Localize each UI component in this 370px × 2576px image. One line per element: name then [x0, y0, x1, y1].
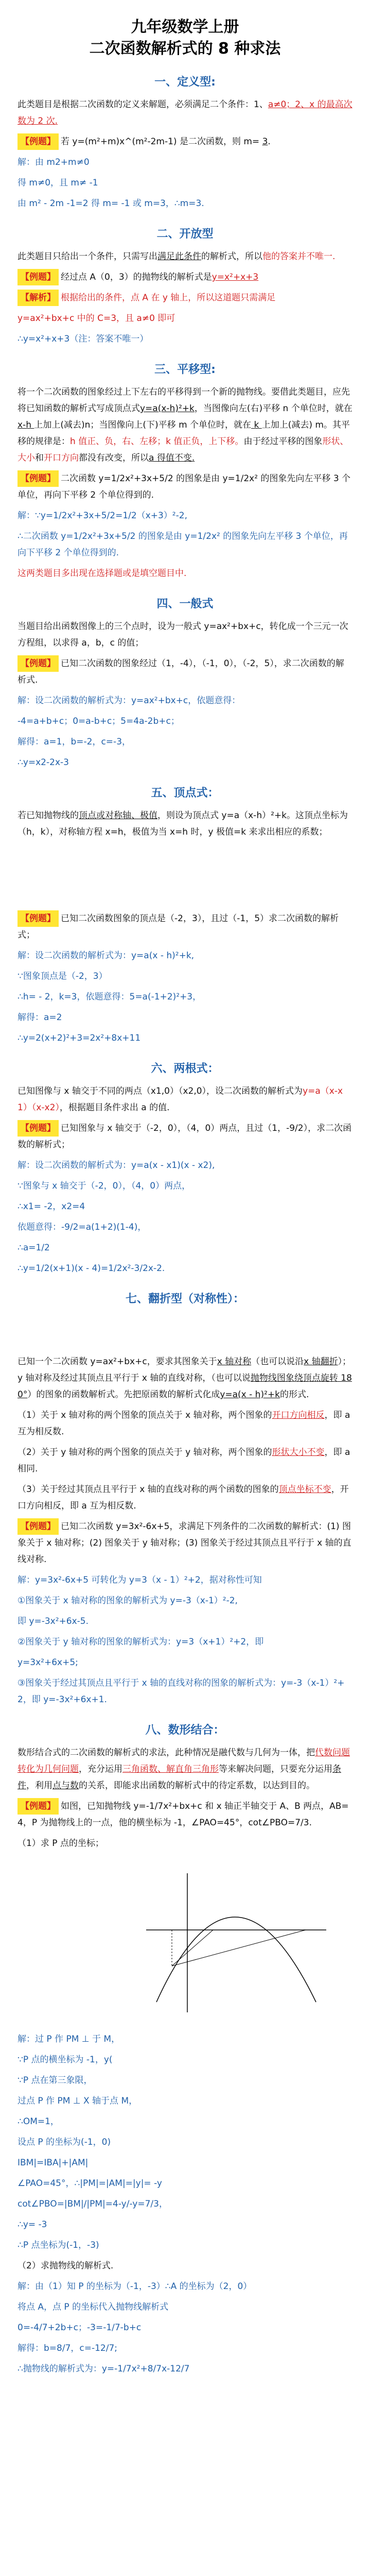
text: （也可以说沿 [251, 1357, 304, 1367]
text-underline: 点与数 [52, 1781, 79, 1791]
example: 【例题】 若 y=(m²+m)x^(m²-2m-1) 是二次函数，则 m= 3. [17, 133, 353, 150]
text: ，即 a 相同. [17, 1447, 350, 1474]
text: 若已知抛物线的 [17, 810, 79, 821]
paragraph [17, 1744, 353, 1794]
text-underline: 抛物线图象绕顶点旋转 180° [17, 1373, 352, 1400]
text-highlight: a≠0；2、x 的最高次数为 2 次. [17, 99, 353, 126]
text: 由于经过平移的图象 [243, 436, 323, 447]
solution-line: ∴y= -3 [17, 2219, 47, 2230]
example [17, 1798, 353, 1831]
text: ，则设为顶点式 y=a（x-h）²+k。这顶点坐标为（h，k），对称轴方程 x=h，极值为当 x=h 时，y 极值=k 来求出相应的系数； [17, 810, 348, 837]
analysis-text: 根据给出的条件，点 A 在 y 轴上，所以这道题只需满足 [61, 293, 276, 303]
example-tag: 【例题】 [17, 133, 59, 150]
text: （3）关于经过其顶点且平行于 x 轴的直线对称的两个函数的图象的 [17, 1484, 279, 1495]
solution-line: 解得：b=8/7，c=-12/7; [17, 2343, 118, 2353]
text: 的解析式，所以 [201, 251, 262, 262]
text-highlight: 代数问题转化为几何问题 [17, 1748, 350, 1774]
text-underline: k [251, 420, 262, 430]
paragraph [17, 807, 353, 840]
text-underline: 满足此条件 [157, 251, 201, 262]
formula: y=a(x-h)²+k [140, 403, 195, 414]
text: ）；y 轴对称及经过其顶点且平行于 x 轴的直线对称，（也可以说 [17, 1357, 351, 1383]
solution-line: ∴二次函数 y=1/2x²+3x+5/2 的图象是由 y=1/2x² 的图象先向左平移 3 个单位，再向下平移 2 个单位得到的. [17, 531, 348, 558]
text: 数形结合式的二次函数的解析式的求法，此种情况是融代数与几何为一体，把 [17, 1748, 315, 1758]
answer: y=x²+x+3 [212, 272, 259, 282]
solution-line: ∵P 点在第三象限， [17, 2075, 93, 2086]
paragraph [17, 248, 353, 265]
text: ，开口方向相反，即 a 互为相反数. [17, 1484, 349, 1511]
solution-line: ①图象关于 x 轴对称的图象的解析式为 y=-3（x-1）²-2, [17, 1596, 238, 1606]
solution-line: ∴h= - 2，k=3，依题意得：5=a(-1+2)²+3， [17, 992, 202, 1002]
section-heading: 二、开放型 [156, 228, 214, 241]
solution-line: -4=a+b+c；0=a-b+c；5=4a-2b+c； [17, 716, 180, 726]
text-highlight: 开口方向相反 [272, 1410, 325, 1420]
text: ，即 a 互为相反数. [17, 1410, 350, 1437]
paragraph [17, 96, 353, 129]
solution-line: 解：∵y=1/2x²+3x+5/2=1/2（x+3）²-2, [17, 511, 187, 521]
text: 此类题目只给出一个条件，只需写出 [17, 251, 157, 262]
text: 将一个二次函数的图象经过上下左右的平移得到一个新的抛物线。要借此类题目，应先将已知函数的解析式写成顶点式 [17, 387, 350, 414]
text-underline: x 轴对称 [217, 1357, 252, 1367]
solution-line: ∴抛物线的解析式为：y=-1/7x²+8/7x-12/7 [17, 2364, 190, 2374]
solution-line: 解：由（1）知 P 的坐标为（-1，-3）∴A 的坐标为（2，0） [17, 2281, 252, 2292]
example-tag: 【例题】 [17, 1798, 59, 1815]
example [17, 910, 353, 943]
solution-line: ②图象关于 y 轴对称的图象的解析式为：y=3（x+1）²+2，即 [17, 1637, 264, 1647]
text-underline: 顶点或对称轴、极值 [79, 810, 157, 821]
text: ，充分运用 [79, 1764, 122, 1774]
text: 等来解决问题，只要充分运用 [219, 1764, 332, 1774]
section-translation [17, 361, 353, 582]
parabola-figure [17, 1863, 337, 2018]
text-underline: 条件 [17, 1764, 341, 1791]
solution-line: ∵图象顶点是（-2，3） [17, 971, 108, 981]
solution-line: ∴x1= -2，x2=4 [17, 1201, 85, 1212]
text: 的形式. [280, 1389, 309, 1400]
solution-line: 解：设二次函数的解析式为：y=a(x - x1)(x - x2), [17, 1160, 215, 1171]
section-heading: 六、两根式： [151, 1062, 219, 1075]
solution-line: ∴y=x2-2x-3 [17, 757, 69, 768]
text: 此类题目是根据二次函数的定义来解题，必须满足二个条件：1、 [17, 99, 268, 110]
solution-line: 0=-4/7+2b+c；-3=-1/7-b+c [17, 2323, 142, 2333]
section-heading: 八、数形结合： [145, 1724, 225, 1737]
example-tag: 【例题】 [17, 269, 59, 285]
solution-line: 将点 A，点 P 的坐标代入抛物线解析式 [17, 2302, 169, 2312]
section-number-shape [17, 1721, 353, 2377]
section-two-roots [17, 1060, 353, 1277]
solution-line: ∴y=1/2(x+1)(x - 4)=1/2x²-3/2x-2. [17, 1263, 165, 1274]
formula: y=a(x - h)²+k [220, 1389, 280, 1400]
text: 的关系，即能求出函数的解析式中的待定系数，以达到目的。 [79, 1781, 315, 1791]
example-text: 二次函数 y=1/2x²+3x+5/2 的图象是由 y=1/2x² 的图象先向左平移 3 个单位，再向下平移 2 个单位得到的. [17, 473, 351, 500]
solution-line: ∴y=2(x+2)²+3=2x²+8x+11 [17, 1033, 141, 1043]
example [17, 269, 353, 285]
title-line-2: 二次函数解析式的 8 种求法 [89, 40, 281, 58]
rule [17, 1444, 353, 1477]
paragraph [17, 384, 353, 466]
text: 都没有改变，所以 [79, 453, 149, 463]
section-heading: 五、顶点式： [151, 787, 219, 800]
section-heading: 一、定义型: [154, 76, 216, 89]
solution-line: 解：过 P 作 PM ⊥ 于 M， [17, 2034, 120, 2044]
text: 已知图像与 x 轴交于不同的两点（x1,0）（x2,0），设二次函数的解析式为 [17, 1086, 303, 1096]
example [17, 1120, 353, 1153]
section-heading: 七、翻折型（对称性）： [125, 1293, 244, 1306]
text-underline: a 得值不变. [149, 453, 195, 463]
example-tag: 【例题】 [17, 470, 59, 487]
solution-line: 由 m² - 2m -1=2 得 m= -1 或 m=3，∴m=3. [17, 198, 204, 209]
example-text: 如图，已知抛物线 y=-1/7x²+bx+c 和 x 轴正半轴交于 A、B 两点，AB=4，P 为抛物线上的一点，他的横坐标为 -1，∠PAO=45°，cot∠PBO=7/3. [17, 1801, 349, 1828]
example-text: 已知二次函数图象的顶点是（-2，3），且过（-1，5）求二次函数的解析式； [17, 913, 339, 940]
document-title [17, 16, 353, 60]
solution-line: 解：由 m2+m≠0 [17, 157, 90, 167]
solution-line: 解：设二次函数的解析式为：y=ax²+bx+c，依题意得： [17, 696, 241, 706]
solution-line: ③图象关于经过其顶点且平行于 x 轴的直线对称的图象的解析式为：y=-3（x-1）²+2，即 y=-3x²+6x+1. [17, 1678, 345, 1705]
note: 这两类题目多出现在选择题或是填空题目中. [17, 568, 187, 579]
text-highlight: h 值正、负，右、左移；k 值正负，上下移。 [70, 436, 244, 447]
solution-line: 即 y=-3x²+6x-5. [17, 1616, 89, 1626]
example-text: 经过点 A（0，3）的抛物线的解析式是 [61, 272, 212, 282]
section-definition [17, 73, 353, 212]
example-tag: 【例题】 [17, 1120, 59, 1137]
solution-line: ∵图象与 x 轴交于（-2，0），（4，0）两点， [17, 1181, 191, 1191]
example-text: 已知二次函数的图象经过（1，-4），（-1，0），（-2，5），求二次函数的解析式. [17, 658, 344, 685]
text: ，当图像向左(右)平移 n 个单位时，就在 [194, 403, 353, 414]
question: （2）求抛物线的解析式. [17, 2261, 114, 2271]
rule [17, 1481, 353, 1514]
example-text: 已知二次函数 y=3x²-6x+5，求满足下列条件的二次函数的解析式：(1) 图象关于 x 轴对称；(2) 图象关于 y 轴对称；(3) 图象关于经过其顶点且平行于 x 轴的直线对称. [17, 1521, 351, 1565]
analysis-tag: 【解析】 [17, 290, 59, 306]
formula: y=a（x-x1）（x-x2） [17, 1086, 343, 1113]
example-text: 若 y=(m²+m)x^(m²-2m-1) 是二次函数，则 m= [61, 137, 260, 147]
spacer [17, 1313, 353, 1349]
solution-line: 依题意得：-9/2=a(1+2)(1-4)， [17, 1222, 147, 1232]
solution-line: ∴P 点坐标为(-1，-3) [17, 2240, 99, 2250]
title-line-1: 九年级数学上册 [131, 18, 239, 36]
answer-blank: 3 [262, 137, 268, 147]
text: 上加上(减去)n；当图像向上(下)平移 m 个单位时，就在 [34, 420, 252, 430]
text: 和 [35, 453, 44, 463]
solution-line: ∴y=x²+x+3（注：答案不唯一） [17, 334, 149, 344]
solution-line: cot∠PBO=|BM|/|PM|=4-y/-y=7/3， [17, 2199, 168, 2209]
text: ，根据题目条件求出 a 的值. [59, 1103, 170, 1113]
text: （1）关于 x 轴对称的两个图象的顶点关于 x 轴对称，两个图象的 [17, 1410, 272, 1420]
text-highlight: 顶点坐标不变 [278, 1484, 331, 1495]
example-tag: 【例题】 [17, 1518, 59, 1535]
solution-line: 得 m≠0，且 m≠ -1 [17, 178, 98, 188]
section-vertex-form [17, 784, 353, 1046]
section-heading: 三、平移型: [154, 363, 216, 376]
text-highlight: 他的答案并不唯一. [262, 251, 336, 262]
solution-line: y=3x²+6x+5; [17, 1657, 78, 1668]
text-underline: x-h [17, 420, 34, 430]
solution-line: ∴OM=1， [17, 2116, 59, 2127]
text: ，利用 [26, 1781, 52, 1791]
spacer [17, 844, 353, 906]
section-reflection [17, 1290, 353, 1708]
paragraph [17, 1083, 353, 1116]
analysis [17, 290, 353, 306]
solution-line: ∵P 点的横坐标为 -1，y( [17, 2055, 113, 2065]
solution-line: 解：设二次函数的解析式为：y=a(x - h)²+k, [17, 951, 195, 961]
text-highlight: 形状大小不变 [272, 1447, 325, 1458]
solution-line: 过点 P 作 PM ⊥ X 轴于点 M， [17, 2096, 138, 2106]
solution-line: 解：y=3x²-6x+5 可转化为 y=3（x - 1）²+2，据对称性可知 [17, 1575, 262, 1585]
solution-line: 设点 P 的坐标为(-1，0) [17, 2137, 111, 2147]
text: 上加上(减去) m。其平移的规律是： [17, 420, 350, 447]
solution-line: 解得：a=2 [17, 1012, 62, 1023]
question: （1）求 P 点的坐标； [17, 1838, 104, 1849]
section-open [17, 225, 353, 347]
example [17, 655, 353, 688]
example-text: 已知图象与 x 轴交于（-2，0），（4，0）两点，且过（1，-9/2），求二次函数的解析式； [17, 1123, 352, 1150]
paragraph [17, 1353, 353, 1403]
example [17, 1518, 353, 1568]
solution-line: IBM|=IBA|+|AM| [17, 2158, 89, 2168]
solution-line: ∠PAO=45°，∴|PM|=|AM|=|y|= -y [17, 2178, 162, 2189]
text: 已知一个二次函数 y=ax²+bx+c，要求其图象关于 [17, 1357, 217, 1367]
example [17, 470, 353, 503]
example-tag: 【例题】 [17, 655, 59, 672]
text-highlight: 形状、大小 [17, 436, 349, 463]
solution-line: 解得：a=1，b=-2，c=-3， [17, 737, 131, 747]
text-highlight: 三角函数、解直角三角形 [122, 1764, 219, 1774]
rule [17, 1407, 353, 1440]
section-heading: 四、一般式 [156, 598, 214, 611]
text-highlight: 开口方向 [44, 453, 79, 463]
text-underline: x 轴翻折 [304, 1357, 338, 1367]
paragraph: 当题目给出函数图像上的三个点时，设为一般式 y=ax²+bx+c，转化成一个三元一次方程组，以求得 a，b，c 的值； [17, 621, 348, 648]
text: （2）关于 y 轴对称的两个图象的顶点关于 y 轴对称，两个图象的 [17, 1447, 272, 1458]
line-pb [172, 1930, 306, 1966]
analysis-line: y=ax²+bx+c 中的 C=3，且 a≠0 即可 [17, 313, 175, 324]
text: ）的图象的函数解析式。先把原函数的解析式化成 [27, 1389, 220, 1400]
solution-line: ∴a=1/2 [17, 1243, 50, 1253]
section-general-form [17, 595, 353, 771]
example-tag: 【例题】 [17, 910, 59, 927]
